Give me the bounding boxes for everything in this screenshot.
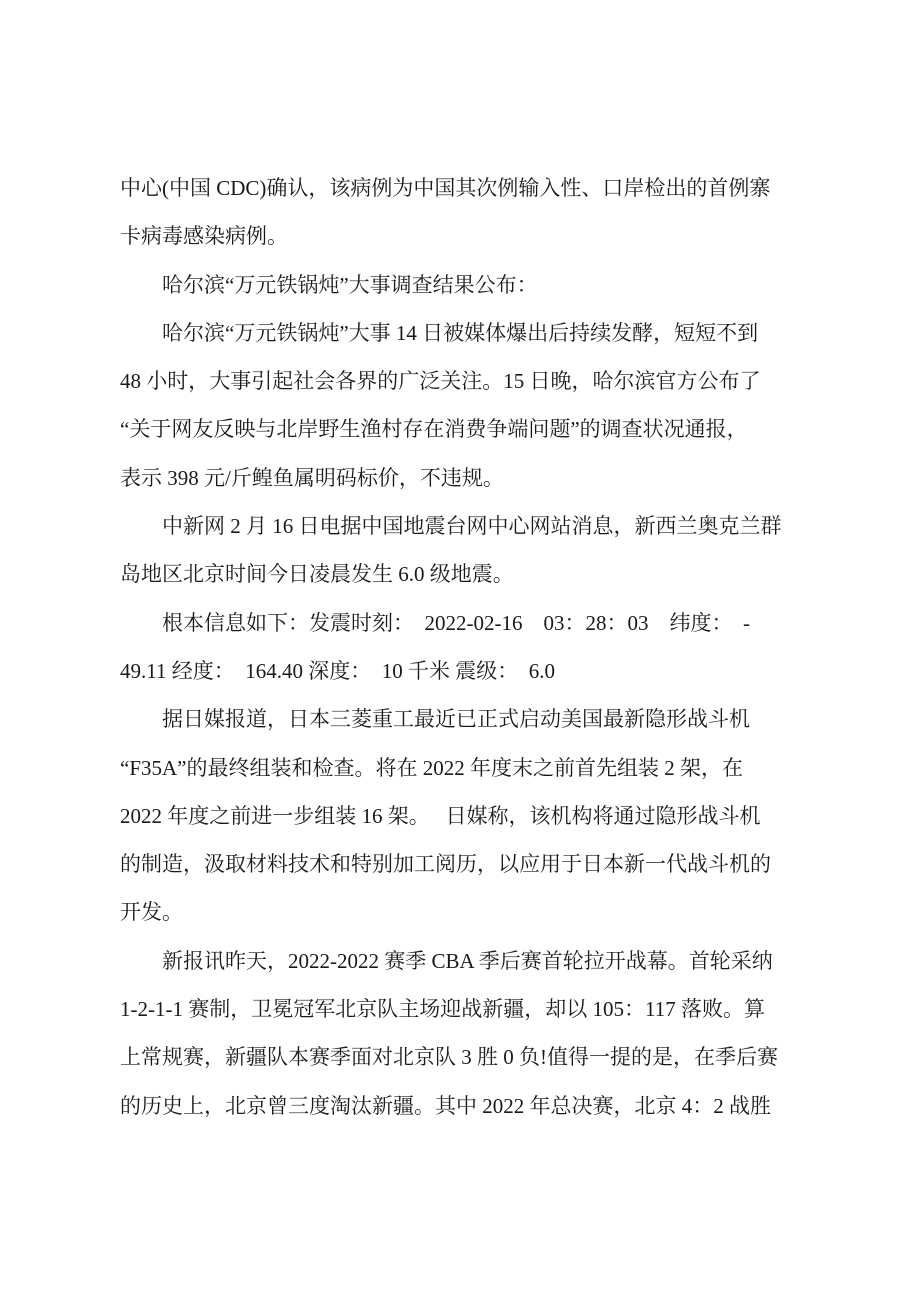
text-line: 根本信息如下：发震时刻： 2022-02-16 03：28：03 纬度： - <box>120 610 750 635</box>
text-line: “关于网友反映与北岸野生渔村存在消费争端问题”的调查状况通报， <box>120 417 748 442</box>
text-line: 岛地区北京时间今日凌晨发生 6.0 级地震。 <box>120 562 514 587</box>
text-line: 1-2-1-1 赛制，卫冕冠军北京队主场迎战新疆，却以 105：117 落败。算 <box>120 997 765 1022</box>
text-line: 48 小时，大事引起社会各界的广泛关注。15 日晚，哈尔滨官方公布了 <box>120 369 761 394</box>
text-line: 2022 年度之前进一步组装 16 架。 日媒称，该机构将通过隐形战斗机 <box>120 803 761 828</box>
text-line: 新报讯昨天，2022-2022 赛季 CBA 季后赛首轮拉开战幕。首轮采纳 <box>120 948 773 973</box>
text-line: 中新网 2 月 16 日电据中国地震台网中心网站消息，新西兰奥克兰群 <box>120 514 782 539</box>
text-line: 卡病毒感染病例。 <box>120 224 288 249</box>
text-line: “F35A”的最终组装和检查。将在 2022 年度末之前首先组装 2 架，在 <box>120 755 743 780</box>
text-line: 哈尔滨“万元铁锅炖”大事 14 日被媒体爆出后持续发酵，短短不到 <box>120 320 759 345</box>
text-line: 上常规赛，新疆队本赛季面对北京队 3 胜 0 负!值得一提的是，在季后赛 <box>120 1045 778 1070</box>
text-line: 中心(中国 CDC)确认，该病例为中国其次例输入性、口岸检出的首例寨 <box>120 176 771 200</box>
text-line: 表示 398 元/斤鳇鱼属明码标价，不违规。 <box>120 465 504 490</box>
text-line: 的历史上，北京曾三度淘汰新疆。其中 2022 年总决赛，北京 4：2 战胜 <box>120 1093 771 1118</box>
text-line: 49.11 经度： 164.40 深度： 10 千米 震级： 6.0 <box>120 658 555 683</box>
text-line: 哈尔滨“万元铁锅炖”大事调查结果公布： <box>120 272 538 297</box>
text-line: 据日媒报道，日本三菱重工最近已正式启动美国最新隐形战斗机 <box>120 707 750 732</box>
text-line: 开发。 <box>120 900 183 925</box>
text-block <box>120 164 814 1130</box>
text-line: 的制造，汲取材料技术和特别加工阅历，以应用于日本新一代战斗机的 <box>120 852 771 877</box>
